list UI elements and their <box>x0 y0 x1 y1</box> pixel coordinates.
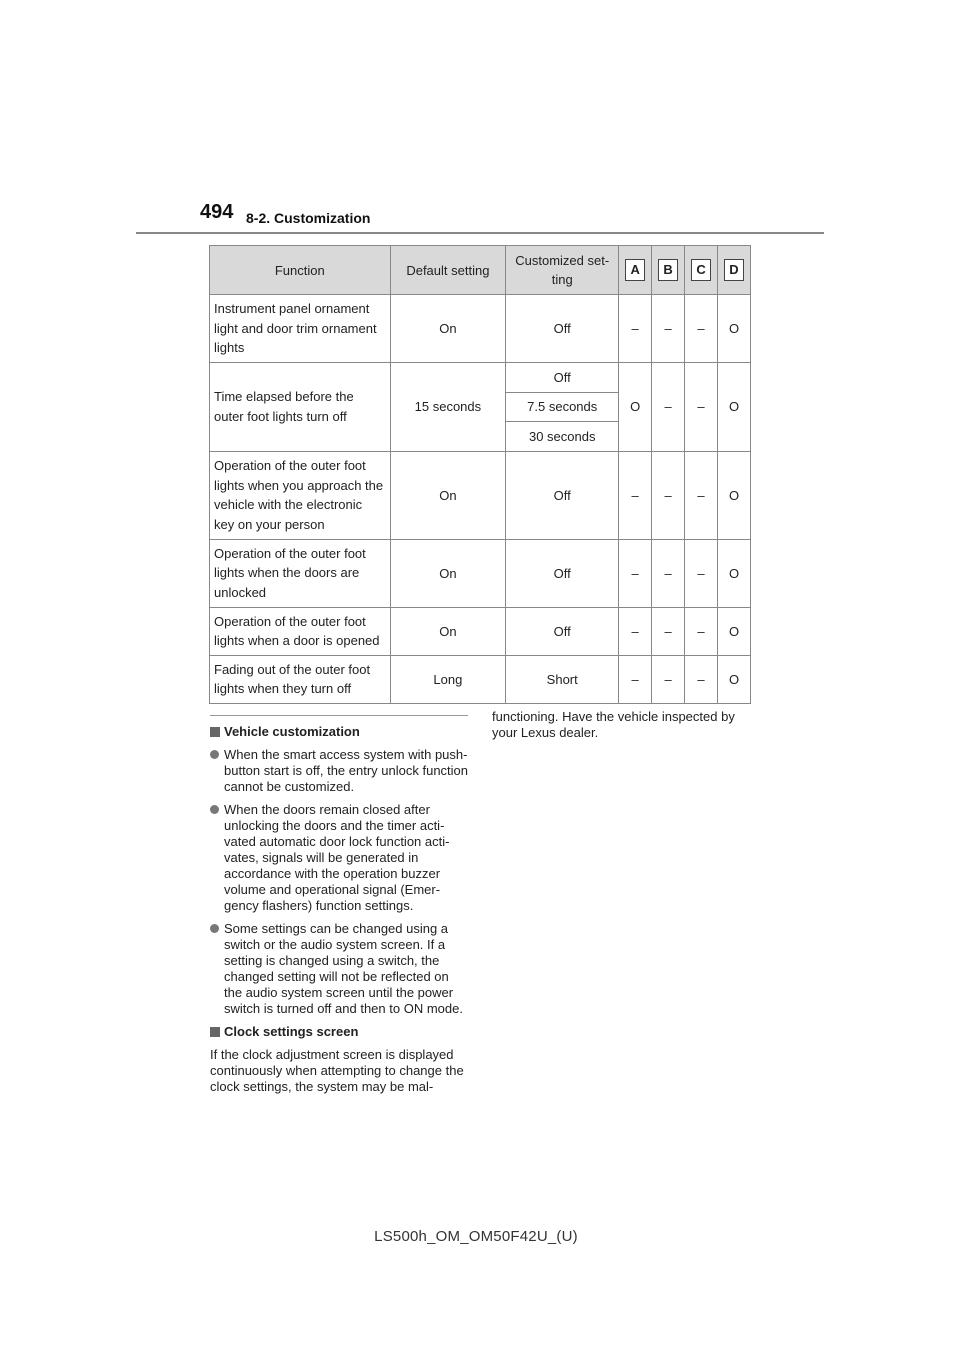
row-d: O <box>718 451 751 539</box>
row-a: – <box>619 295 652 363</box>
notes-right-column <box>492 709 752 741</box>
row-default: On <box>390 295 506 363</box>
row-default: 15 seconds <box>390 362 506 451</box>
letter-d-box: D <box>724 259 744 281</box>
note-bullet: Some settings can be changed using a switch or the audio system screen. If a setting is changed using a switch, the changed setting will not be reflected on the audio system screen until the power switch is turned off and then to ON mode. <box>210 921 468 1017</box>
row-d: O <box>718 295 751 363</box>
row-default: On <box>390 451 506 539</box>
page-header <box>0 0 960 240</box>
customization-table <box>209 245 751 704</box>
letter-b-box: B <box>658 259 678 281</box>
row-b: – <box>652 655 685 703</box>
note-bullet: When the smart access system with push-button start is off, the entry unlock function cannot be customized. <box>210 747 468 795</box>
row-c: – <box>685 295 718 363</box>
vehicle-customization-heading: Vehicle customization <box>210 724 468 740</box>
row-a: – <box>619 451 652 539</box>
bullet-dot-icon <box>210 750 219 759</box>
table-row <box>210 295 751 363</box>
header-customized-setting: Customized set-ting <box>506 246 619 295</box>
letter-a-box: A <box>625 259 645 281</box>
page-footer <box>0 1228 960 1245</box>
row-function: Time elapsed before the outer foot lights turn off <box>210 362 391 451</box>
row-function: Fading out of the outer foot lights when they turn off <box>210 655 391 703</box>
manual-code: LS500h_OM_OM50F42U_(U) <box>374 1228 578 1245</box>
row-default: On <box>390 539 506 607</box>
row-a: O <box>619 362 652 451</box>
header-letter-d <box>718 246 751 295</box>
header-letter-c <box>685 246 718 295</box>
row-c: – <box>685 539 718 607</box>
row-option: 30 seconds <box>506 421 619 451</box>
clock-settings-text: If the clock adjustment screen is displayed continuously when attempting to change the clock settings, the system may be mal- <box>210 1047 464 1094</box>
table-row <box>210 451 751 539</box>
header-rule <box>136 232 824 234</box>
clock-settings-heading: Clock settings screen <box>210 1024 468 1040</box>
note-bullet: When the doors remain closed after unlocking the doors and the timer acti-vated automatic door lock function acti-vates, signals will be generated in accordance with the operation buzzer volume and operational signal (Emer-gency flashers) function settings. <box>210 802 468 914</box>
row-b: – <box>652 607 685 655</box>
square-bullet-icon <box>210 1027 220 1037</box>
row-default: On <box>390 607 506 655</box>
section-title: 8-2. Customization <box>246 210 371 226</box>
clock-settings-text-continued: functioning. Have the vehicle inspected by your Lexus dealer. <box>492 709 735 740</box>
header-default-setting: Default setting <box>390 246 506 295</box>
row-c: – <box>685 607 718 655</box>
header-function: Function <box>210 246 391 295</box>
letter-c-box: C <box>691 259 711 281</box>
row-d: O <box>718 607 751 655</box>
row-default: Long <box>390 655 506 703</box>
row-a: – <box>619 539 652 607</box>
table-row <box>210 655 751 703</box>
bullet-dot-icon <box>210 805 219 814</box>
row-d: O <box>718 655 751 703</box>
table-header-row <box>210 246 751 295</box>
row-function: Operation of the outer foot lights when the doors are unlocked <box>210 539 391 607</box>
row-option: Off <box>506 362 619 392</box>
row-b: – <box>652 539 685 607</box>
row-customized: Off <box>506 451 619 539</box>
row-option: 7.5 seconds <box>506 392 619 421</box>
table-row <box>210 539 751 607</box>
row-c: – <box>685 655 718 703</box>
notes-rule <box>210 715 468 716</box>
row-b: – <box>652 295 685 363</box>
row-d: O <box>718 362 751 451</box>
row-function: Instrument panel ornament light and door trim ornament lights <box>210 295 391 363</box>
table-row <box>210 607 751 655</box>
bullet-dot-icon <box>210 924 219 933</box>
notes-left-column <box>210 715 468 1095</box>
page-number: 494 <box>200 201 234 223</box>
square-bullet-icon <box>210 727 220 737</box>
row-customized: Off <box>506 607 619 655</box>
row-c: – <box>685 451 718 539</box>
row-b: – <box>652 362 685 451</box>
row-a: – <box>619 655 652 703</box>
row-customized: Off <box>506 539 619 607</box>
row-d: O <box>718 539 751 607</box>
row-b: – <box>652 451 685 539</box>
row-a: – <box>619 607 652 655</box>
row-c: – <box>685 362 718 451</box>
row-customized: Short <box>506 655 619 703</box>
row-function: Operation of the outer foot lights when a door is opened <box>210 607 391 655</box>
header-letter-a <box>619 246 652 295</box>
table-row <box>210 362 751 392</box>
header-letter-b <box>652 246 685 295</box>
row-function: Operation of the outer foot lights when you approach the vehicle with the electronic key on your person <box>210 451 391 539</box>
row-customized: Off <box>506 295 619 363</box>
